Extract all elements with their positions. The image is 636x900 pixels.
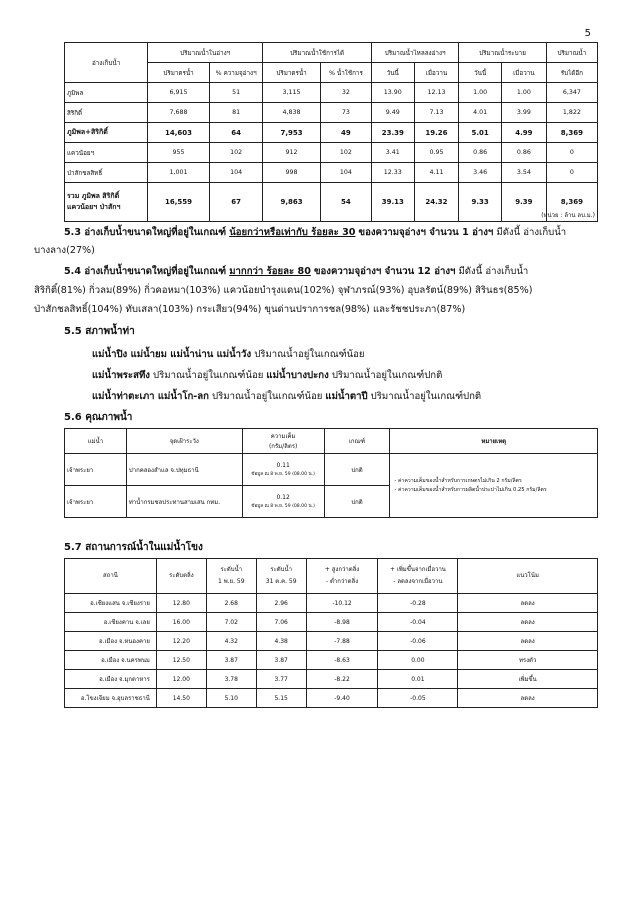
- cell: 32: [320, 83, 371, 103]
- salinity-value: 0.11: [276, 461, 290, 469]
- cell: 9.33: [459, 183, 502, 222]
- cell: 102: [320, 143, 371, 163]
- station-name: อ.เมือง จ.หนองคาย: [65, 632, 157, 651]
- trend-cell: ทรงตัว: [458, 651, 598, 670]
- para-5-4-line3: ป่าสักชลสิทธิ์(104%) ทับเสลา(103%) กระเสียว(94%) ขุนด่านปราการชล(98%) และรัชชประภา(87%): [34, 304, 466, 315]
- criteria-value: ปกติ: [324, 454, 390, 486]
- para-5-4-tail: มีดังนี้ อ่างเก็บน้ำ: [458, 266, 529, 277]
- cell: 1,822: [546, 103, 597, 123]
- para-5-4: [64, 265, 528, 279]
- col-station: สถานี: [65, 559, 157, 594]
- col-group-receivable: ปริมาณน้ำ: [546, 43, 597, 63]
- cell: 3.87: [206, 651, 256, 670]
- station-name: อ.โขงเจียม จ.อุบลราชธานี: [65, 689, 157, 708]
- river-name: เจ้าพระยา: [65, 454, 127, 486]
- reservoir-name: ภูมิพล+สิริกิติ์: [65, 123, 148, 143]
- cell: 4.32: [206, 632, 256, 651]
- cell: 0: [546, 143, 597, 163]
- river-names: แม่น้ำพระสทึง: [92, 370, 150, 381]
- remark-line: - ค่าความเค็มของน้ำสำหรับการผลิตน้ำประปาไม่เกิน 0.25 กรัม/ลิตร: [394, 486, 547, 493]
- cell: 4.99: [501, 123, 546, 143]
- col-usable-pct: % น้ำใช้การ: [320, 63, 371, 83]
- cell: 14,603: [148, 123, 210, 143]
- table-row: [65, 103, 598, 123]
- reservoir-name: แควน้อยฯ: [65, 143, 148, 163]
- cell: 7.02: [206, 613, 256, 632]
- col-level-a: [206, 559, 256, 594]
- cell: 64: [209, 123, 262, 143]
- river-status: ปริมาณน้ำอยู่ในเกณฑ์น้อย: [153, 370, 264, 381]
- diff-label-1: + สูงกว่าตลิ่ง: [324, 566, 360, 573]
- col-trend: แนวโน้ม: [458, 559, 598, 594]
- station-name: อ.เชียงแสน จ.เชียงราย: [65, 594, 157, 613]
- change-label-2: - ลดลงจากเมื่อวาน: [393, 578, 443, 585]
- col-storage-volume: ปริมาตรน้ำ: [148, 63, 210, 83]
- salinity-date: ข้อมูล ณ 8 พ.ย. 59 (08.00 น.): [251, 471, 315, 477]
- cell: 3.78: [206, 670, 256, 689]
- cell: 8,369: [546, 123, 597, 143]
- cell: 955: [148, 143, 210, 163]
- cell: 9,863: [263, 183, 321, 222]
- cell: 102: [209, 143, 262, 163]
- remarks-cell: [390, 454, 598, 518]
- criteria-value: ปกติ: [324, 486, 390, 518]
- col-level-b: [256, 559, 306, 594]
- col-point: จุดเฝ้าระวัง: [126, 429, 242, 454]
- para-5-3-line2: บางลาง(27%): [34, 245, 95, 256]
- salinity-unit: (กรัม/ลิตร): [268, 443, 298, 450]
- para-5-4-underlined: มากกว่า ร้อยละ 80: [229, 266, 311, 277]
- para-5-4-line2: สิริกิติ์(81%) กิ่วลม(89%) กิ่วคอหมา(103%) แควน้อยบำรุงแดน(102%) จุฬาภรณ์(93%) อุบลรัตน์(89%) สิรินธร(85%): [34, 285, 533, 296]
- col-receivable: รับได้อีก: [546, 63, 597, 83]
- cell: -8.98: [306, 613, 378, 632]
- col-group-storage: ปริมาณน้ำในอ่างฯ: [148, 43, 263, 63]
- cell: 7,953: [263, 123, 321, 143]
- reservoir-name: ภูมิพล: [65, 83, 148, 103]
- cell: -0.28: [378, 594, 458, 613]
- change-label-1: + เพิ่มขึ้นจากเมื่อวาน: [389, 566, 446, 573]
- cell: 0.86: [459, 143, 502, 163]
- table-row: [65, 651, 598, 670]
- reservoir-name-total: [65, 183, 148, 222]
- cell: 4.11: [414, 163, 459, 183]
- total-name-line1: รวม ภูมิพล สิริกิติ์: [67, 192, 120, 200]
- total-name-line2: แควน้อยฯ ป่าสักฯ: [67, 203, 121, 211]
- cell: -7.88: [306, 632, 378, 651]
- salinity-value: 0.12: [276, 493, 290, 501]
- salinity-cell: [242, 454, 324, 486]
- cell: 5.10: [206, 689, 256, 708]
- cell: 7.13: [414, 103, 459, 123]
- cell: 54: [320, 183, 371, 222]
- cell: 104: [320, 163, 371, 183]
- para-5-3-rest: ของความจุอ่างฯ จำนวน 1 อ่างฯ: [358, 227, 494, 238]
- trend-cell: ลดลง: [458, 613, 598, 632]
- cell: 912: [263, 143, 321, 163]
- river-names: แม่น้ำท่าตะเภา แม่น้ำโก-ลก: [92, 391, 209, 402]
- cell: 0.95: [414, 143, 459, 163]
- table-row-total: [65, 183, 598, 222]
- cell: -9.40: [306, 689, 378, 708]
- cell: -8.22: [306, 670, 378, 689]
- table-row: [65, 83, 598, 103]
- cell: 12.13: [414, 83, 459, 103]
- col-criteria: เกณฑ์: [324, 429, 390, 454]
- cell: 104: [209, 163, 262, 183]
- monitor-point: ท่าน้ำกรมชลประทานสามเสน กทม.: [126, 486, 242, 518]
- cell: 3.41: [371, 143, 414, 163]
- river-status: ปริมาณน้ำอยู่ในเกณฑ์ปกติ: [331, 370, 443, 381]
- cell: 3.54: [501, 163, 546, 183]
- river-line-3: [92, 389, 481, 404]
- remark-line: - ค่าความเค็มของน้ำสำหรับการเกษตรไม่เกิน 2 กรัม/ลิตร: [394, 477, 522, 484]
- cell: 16,559: [148, 183, 210, 222]
- river-line-1: [92, 347, 365, 362]
- salinity-cell: [242, 486, 324, 518]
- cell: 5.01: [459, 123, 502, 143]
- cell: 7.06: [256, 613, 306, 632]
- station-name: อ.เมือง จ.นครพนม: [65, 651, 157, 670]
- river-names: แม่น้ำตาปี: [325, 391, 368, 402]
- salinity-date: ข้อมูล ณ 8 พ.ย. 59 (08.00 น.): [251, 503, 315, 509]
- col-remarks: หมายเหตุ: [390, 429, 598, 454]
- cell: 9.39: [501, 183, 546, 222]
- level-b-date: 31 ต.ค. 59: [265, 578, 297, 585]
- cell: 4.01: [459, 103, 502, 123]
- cell: 12.50: [156, 651, 206, 670]
- trend-cell: ลดลง: [458, 632, 598, 651]
- table-row: [65, 670, 598, 689]
- river-status: ปริมาณน้ำอยู่ในเกณฑ์น้อย: [212, 391, 323, 402]
- cell: 3,115: [263, 83, 321, 103]
- river-names: แม่น้ำบางปะกง: [266, 370, 329, 381]
- col-salinity: [242, 429, 324, 454]
- para-5-4-lead: 5.4 อ่างเก็บน้ำขนาดใหญ่ที่อยู่ในเกณฑ์: [64, 266, 227, 277]
- water-quality-table: [64, 428, 598, 518]
- col-river: แม่น้ำ: [65, 429, 127, 454]
- cell: 1.00: [459, 83, 502, 103]
- cell: 39.13: [371, 183, 414, 222]
- cell: 12.20: [156, 632, 206, 651]
- diff-label-2: - ต่ำกว่าตลิ่ง: [325, 578, 359, 585]
- col-inflow-today: วันนี้: [371, 63, 414, 83]
- level-b-label: ระดับน้ำ: [270, 566, 292, 573]
- cell: 3.46: [459, 163, 502, 183]
- cell: 24.32: [414, 183, 459, 222]
- table-row: [65, 613, 598, 632]
- cell: 4.38: [256, 632, 306, 651]
- cell: 6,915: [148, 83, 210, 103]
- col-group-release: ปริมาณน้ำระบาย: [459, 43, 546, 63]
- table-row: [65, 163, 598, 183]
- cell: 23.39: [371, 123, 414, 143]
- table-row: [65, 594, 598, 613]
- para-5-4-rest: ของความจุอ่างฯ จำนวน 12 อ่างฯ: [313, 266, 456, 277]
- cell: 3.77: [256, 670, 306, 689]
- cell: 73: [320, 103, 371, 123]
- col-reservoir: อ่างเก็บน้ำ: [65, 43, 148, 83]
- col-bank-level: ระดับตลิ่ง: [156, 559, 206, 594]
- para-5-3-tail: มีดังนี้ อ่างเก็บน้ำ: [496, 227, 567, 238]
- col-group-usable: ปริมาณน้ำใช้การได้: [263, 43, 372, 63]
- river-names: แม่น้ำปิง แม่น้ำยม แม่น้ำน่าน แม่น้ำวัง: [92, 349, 252, 360]
- cell: -0.06: [378, 632, 458, 651]
- table-row: [65, 143, 598, 163]
- cell: 0.86: [501, 143, 546, 163]
- monitor-point: ปากคลองสำแล จ.ปทุมธานี: [126, 454, 242, 486]
- cell: -0.05: [378, 689, 458, 708]
- cell: 81: [209, 103, 262, 123]
- mekong-table: [64, 558, 598, 708]
- page-number: 5: [584, 28, 591, 39]
- river-line-2: [92, 368, 442, 383]
- river-status: ปริมาณน้ำอยู่ในเกณฑ์ปกติ: [370, 391, 482, 402]
- para-5-3-lead: 5.3 อ่างเก็บน้ำขนาดใหญ่ที่อยู่ในเกณฑ์: [64, 227, 227, 238]
- unit-note: (หน่วย : ล้าน ลบ.ม.): [541, 212, 595, 219]
- cell: 51: [209, 83, 262, 103]
- cell: 67: [209, 183, 262, 222]
- cell: 998: [263, 163, 321, 183]
- station-name: อ.เชียงคาน จ.เลย: [65, 613, 157, 632]
- col-release-yesterday: เมื่อวาน: [501, 63, 546, 83]
- cell: 1,001: [148, 163, 210, 183]
- cell: 6,347: [546, 83, 597, 103]
- salinity-label: ความเค็ม: [270, 433, 296, 440]
- reservoir-name: สิริกิติ์: [65, 103, 148, 123]
- cell: 7,688: [148, 103, 210, 123]
- cell: 2.96: [256, 594, 306, 613]
- table-row: [65, 689, 598, 708]
- cell: 19.26: [414, 123, 459, 143]
- table-row: [65, 632, 598, 651]
- river-name: เจ้าพระยา: [65, 486, 127, 518]
- para-5-3-underlined: น้อยกว่าหรือเท่ากับ ร้อยละ 30: [229, 227, 356, 238]
- level-a-label: ระดับน้ำ: [220, 566, 243, 573]
- cell: 12.33: [371, 163, 414, 183]
- col-release-today: วันนี้: [459, 63, 502, 83]
- trend-cell: ลดลง: [458, 594, 598, 613]
- trend-cell: ลดลง: [458, 689, 598, 708]
- cell: 16.00: [156, 613, 206, 632]
- cell: 3.87: [256, 651, 306, 670]
- col-inflow-yesterday: เมื่อวาน: [414, 63, 459, 83]
- table-row: [65, 123, 598, 143]
- cell: 12.00: [156, 670, 206, 689]
- cell: 5.15: [256, 689, 306, 708]
- para-5-3: [64, 226, 566, 240]
- cell: 0: [546, 163, 597, 183]
- cell: 14.50: [156, 689, 206, 708]
- cell: 4,838: [263, 103, 321, 123]
- reservoir-name: ป่าสักชลสิทธิ์: [65, 163, 148, 183]
- section-5-5-title: 5.5 สภาพน้ำท่า: [64, 326, 135, 337]
- col-storage-pct: % ความจุอ่างฯ: [209, 63, 262, 83]
- col-group-inflow: ปริมาณน้ำไหลลงอ่างฯ: [371, 43, 458, 63]
- col-change: [378, 559, 458, 594]
- station-name: อ.เมือง จ.มุกดาหาร: [65, 670, 157, 689]
- table-row: [65, 454, 598, 486]
- trend-cell: เพิ่มขึ้น: [458, 670, 598, 689]
- section-5-7-title: 5.7 สถานการณ์น้ำในแม่น้ำโขง: [64, 542, 203, 553]
- cell: 2.68: [206, 594, 256, 613]
- section-5-6-title: 5.6 คุณภาพน้ำ: [64, 412, 133, 423]
- cell: 0.00: [378, 651, 458, 670]
- col-usable-volume: ปริมาตรน้ำ: [263, 63, 321, 83]
- cell: 8,369: [546, 183, 597, 222]
- cell: 1.00: [501, 83, 546, 103]
- level-a-date: 1 พ.ย. 59: [217, 578, 245, 585]
- reservoir-table: [64, 42, 598, 222]
- cell: 49: [320, 123, 371, 143]
- cell: 9.49: [371, 103, 414, 123]
- river-status: ปริมาณน้ำอยู่ในเกณฑ์น้อย: [254, 349, 365, 360]
- cell: 13.90: [371, 83, 414, 103]
- cell: 3.99: [501, 103, 546, 123]
- cell: -0.04: [378, 613, 458, 632]
- col-diff: [306, 559, 378, 594]
- cell: -10.12: [306, 594, 378, 613]
- cell: -8.63: [306, 651, 378, 670]
- cell: 0.01: [378, 670, 458, 689]
- cell: 12.80: [156, 594, 206, 613]
